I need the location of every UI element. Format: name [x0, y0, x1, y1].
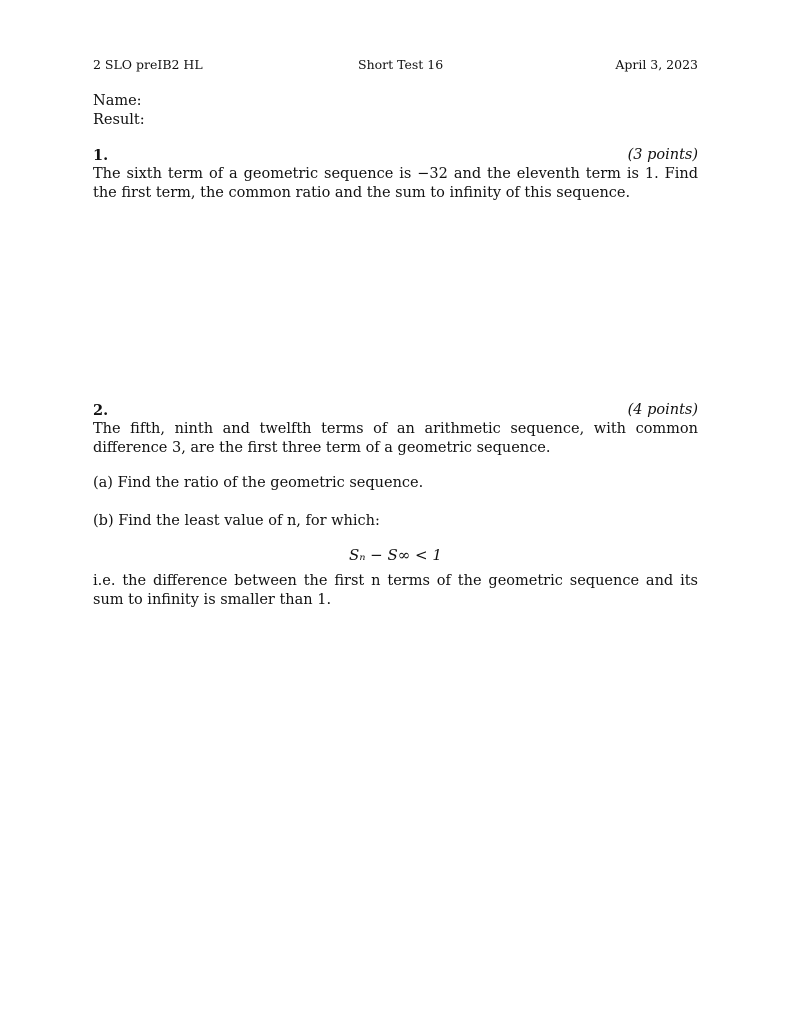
question-1-header [93, 147, 698, 167]
question-2-header [93, 402, 698, 422]
course-label: 2 SLO preIB2 HL [93, 57, 203, 72]
question-2-part-b: (b) Find the least value of n, for which: [93, 513, 380, 529]
question-1-points: (3 points) [627, 147, 698, 163]
question-2-part-a: (a) Find the ratio of the geometric sequence. [93, 475, 424, 491]
question-2-number: 2. [93, 402, 109, 419]
question-1-number: 1. [93, 147, 109, 164]
inequality-equation: Sₙ − S∞ < 1 [349, 546, 442, 564]
result-label: Result: [93, 112, 145, 128]
test-title: Short Test 16 [358, 57, 444, 72]
test-date: April 3, 2023 [615, 57, 698, 72]
question-2-text: The fifth, ninth and twelfth terms of an arithmetic sequence, with common difference 3, are the first three term of a geometric sequence. [93, 421, 698, 456]
question-2-points: (4 points) [627, 402, 698, 418]
name-label: Name: [93, 93, 142, 109]
question-1-text: The sixth term of a geometric sequence is −32 and the eleventh term is 1. Find the first term, the common ratio and the sum to infinity of this sequence. [93, 166, 698, 201]
page-header [93, 57, 698, 75]
question-2-note: i.e. the difference between the first n terms of the geometric sequence and its sum to infinity is smaller than 1. [93, 573, 698, 608]
